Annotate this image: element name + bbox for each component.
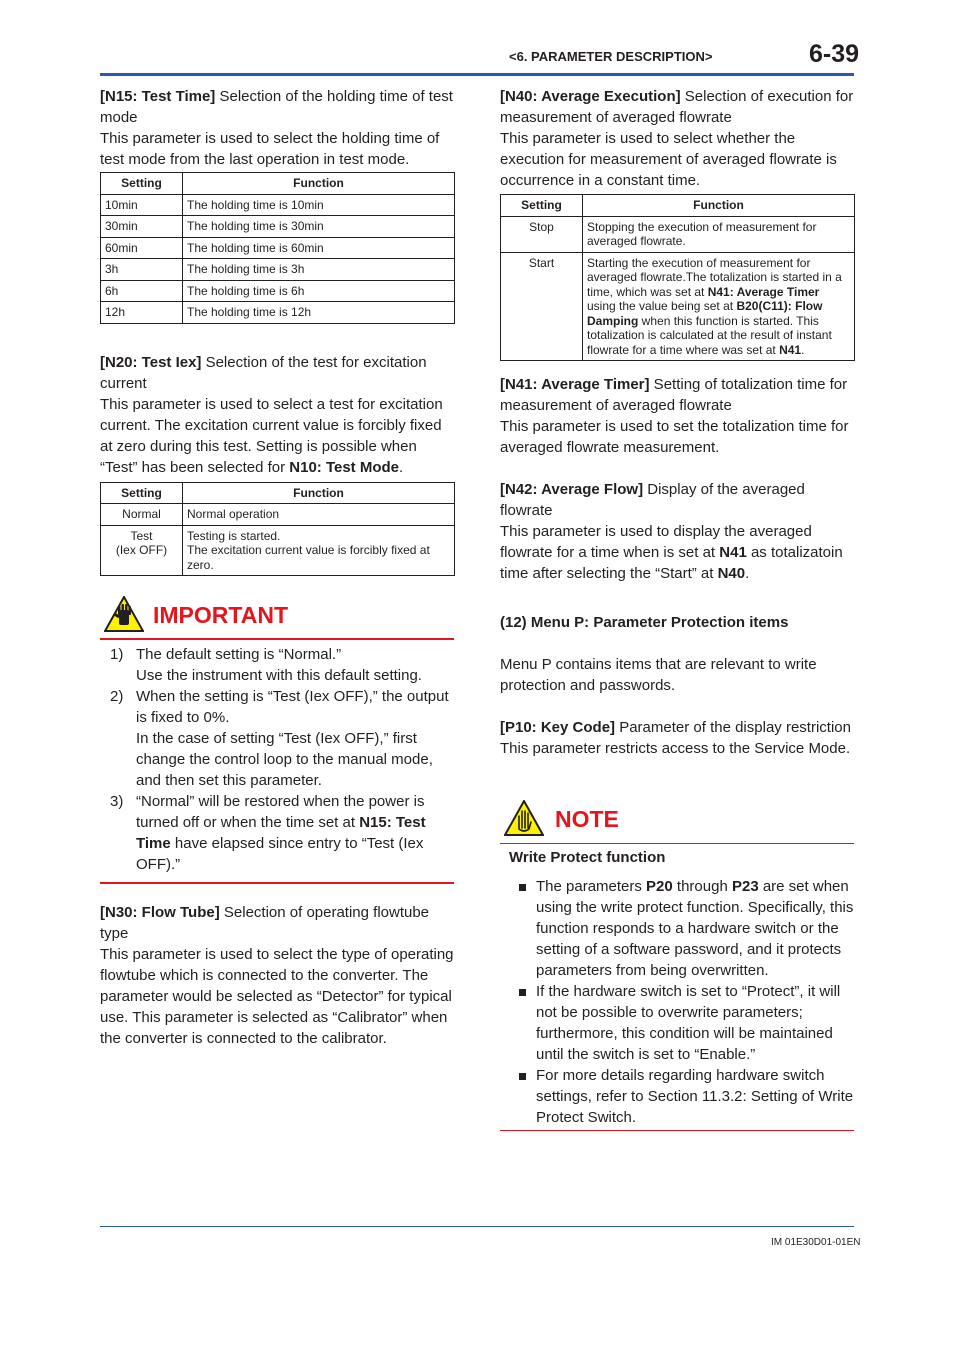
- note-bottom-rule: [500, 1130, 854, 1131]
- col-function: Function: [183, 173, 455, 195]
- document-code: IM 01E30D01-01EN: [771, 1237, 861, 1248]
- warning-hand-icon: [104, 596, 144, 632]
- bullet-square-icon: [519, 884, 526, 891]
- cell-function: The holding time is 6h: [183, 280, 455, 302]
- table-row: [101, 525, 455, 576]
- n40-table: [500, 194, 855, 361]
- menu-p-description: Menu P contains items that are relevant to write protection and passwords.: [500, 656, 817, 694]
- note-bullets: [500, 876, 854, 1128]
- table-header: [101, 482, 455, 504]
- important-box: [100, 596, 454, 884]
- list-item: For more details regarding hardware switch settings, refer to Section 11.3.2: Setting of Write Protect Switch.: [500, 1065, 854, 1128]
- cell-function: The holding time is 3h: [183, 259, 455, 281]
- n30-description: This parameter is used to select the type of operating flowtube which is connected to the converter. The parameter would be selected as “Detector” for typical use. This parameter is selected as “Calibrator” when the converter is connected to the calibrator.: [100, 946, 454, 1047]
- table-row: [101, 259, 455, 281]
- important-top-rule: [100, 638, 454, 640]
- n41-description: This parameter is used to set the totalization time for averaged flowrate measurement.: [500, 418, 849, 456]
- bullet-square-icon: [519, 1073, 526, 1080]
- list-item: 3) “Normal” will be restored when the power is turned off or when the time set at N15: Test Time have elapsed since entry to “Test (Iex OFF).”: [110, 793, 426, 873]
- table-header: [501, 195, 855, 217]
- n20-description: This parameter is used to select a test for excitation current. The excitation current value is forcibly fixed at zero during this test. Setting is possible when “Test” has been selected for N10: Test Mode.: [100, 395, 443, 476]
- note-top-rule: [500, 843, 854, 844]
- p10-description: This parameter restricts access to the Service Mode.: [500, 740, 851, 757]
- table-row: [501, 216, 855, 252]
- n15-table: [100, 172, 455, 324]
- n30-section: [100, 902, 456, 1049]
- p10-heading: [P10: Key Code] Parameter of the display restriction: [500, 719, 851, 736]
- left-column: [100, 86, 456, 576]
- cell-function: The holding time is 10min: [183, 194, 455, 216]
- col-setting: Setting: [101, 173, 183, 195]
- cell-setting: Stop: [501, 216, 583, 252]
- bullet-square-icon: [519, 989, 526, 996]
- cell-function: The holding time is 12h: [183, 302, 455, 324]
- table-row: [501, 252, 855, 361]
- note-title: NOTE: [555, 806, 619, 832]
- cell-setting: 10min: [101, 194, 183, 216]
- table-row: [101, 280, 455, 302]
- n20-heading: [N20: Test Iex] Selection of the test for excitation current: [100, 353, 427, 392]
- table-row: [101, 237, 455, 259]
- table-row: [101, 302, 455, 324]
- list-item: 1) The default setting is “Normal.” Use the instrument with this default setting.: [110, 646, 422, 684]
- n40-heading: [N40: Average Execution] Selection of execution for measurement of averaged flowrate: [500, 88, 854, 126]
- right-column-lower: [500, 374, 856, 584]
- header-rule: [100, 73, 854, 76]
- note-hand-icon: [504, 800, 544, 836]
- cell-function: Stopping the execution of measurement for averaged flowrate.: [583, 216, 855, 252]
- n15-description: This parameter is used to select the holding time of test mode from the last operation in test mode.: [100, 130, 440, 168]
- important-title: IMPORTANT: [153, 602, 289, 628]
- list-item: If the hardware switch is set to “Protect”, it will not be possible to overwrite parameters; furthermore, this condition will be maintained until the switch is set to “Enable.”: [500, 981, 854, 1065]
- cell-function: Testing is started. The excitation current value is forcibly fixed at zero.: [183, 525, 455, 576]
- n40-description: This parameter is used to select whether the execution for measurement of averaged flowrate is occurrence in a constant time.: [500, 130, 837, 189]
- n20-table: [100, 482, 455, 577]
- col-setting: Setting: [501, 195, 583, 217]
- table-row: [101, 216, 455, 238]
- footer-rule: [100, 1226, 854, 1227]
- table-header: [101, 173, 455, 195]
- section-label: <6. PARAMETER DESCRIPTION>: [509, 49, 713, 64]
- cell-setting: 30min: [101, 216, 183, 238]
- cell-setting: 6h: [101, 280, 183, 302]
- cell-function: The holding time is 30min: [183, 216, 455, 238]
- list-item: 2) When the setting is “Test (Iex OFF),” the output is fixed to 0%. In the case of setting “Test (Iex OFF),” first change the control loop to the manual mode, and then set this parameter.: [110, 688, 449, 789]
- cell-setting: 12h: [101, 302, 183, 324]
- cell-function: The holding time is 60min: [183, 237, 455, 259]
- cell-function: Normal operation: [183, 504, 455, 526]
- col-function: Function: [183, 482, 455, 504]
- note-body: [500, 847, 854, 1128]
- table-row: [101, 194, 455, 216]
- cell-setting: 60min: [101, 237, 183, 259]
- important-bottom-rule: [100, 882, 454, 884]
- n15-heading: [N15: Test Time] Selection of the holding time of test mode: [100, 88, 453, 126]
- n42-heading: [N42: Average Flow] Display of the averaged flowrate: [500, 481, 805, 519]
- cell-setting: Normal: [101, 504, 183, 526]
- page-number: 6-39: [809, 40, 860, 68]
- right-column: [500, 86, 856, 361]
- list-item: The parameters P20 through P23 are set when using the write protect function. Specifically, this function responds to a hardware switch or the setting of a software password, and it protects parameters from being overwritten.: [500, 876, 854, 981]
- cell-setting: 3h: [101, 259, 183, 281]
- n30-heading: [N30: Flow Tube] Selection of operating flowtube type: [100, 904, 430, 942]
- table-row: [101, 504, 455, 526]
- n41-heading: [N41: Average Timer] Setting of totalization time for measurement of averaged flowrate: [500, 376, 848, 414]
- note-subheading: Write Protect function: [509, 849, 666, 866]
- note-box: [500, 800, 854, 1131]
- col-function: Function: [583, 195, 855, 217]
- cell-setting: Test (Iex OFF): [101, 525, 183, 576]
- important-list: [100, 644, 454, 875]
- n42-description: This parameter is used to display the averaged flowrate for a time when is set at N41 as totalizatoin time after selecting the “Start” at N40.: [500, 523, 843, 582]
- menu-p-heading: (12) Menu P: Parameter Protection items: [500, 614, 789, 631]
- col-setting: Setting: [101, 482, 183, 504]
- cell-function: Starting the execution of measurement for averaged flowrate.The totalization is started in a time, which was set at N41: Average Timer using the value being set at B20(C11): Flow Damping when this function is started. This totalization is calculated at the result of instant flowrate for a time where was set at N41.: [583, 252, 855, 361]
- menu-p-section: [500, 612, 856, 759]
- cell-setting: Start: [501, 252, 583, 361]
